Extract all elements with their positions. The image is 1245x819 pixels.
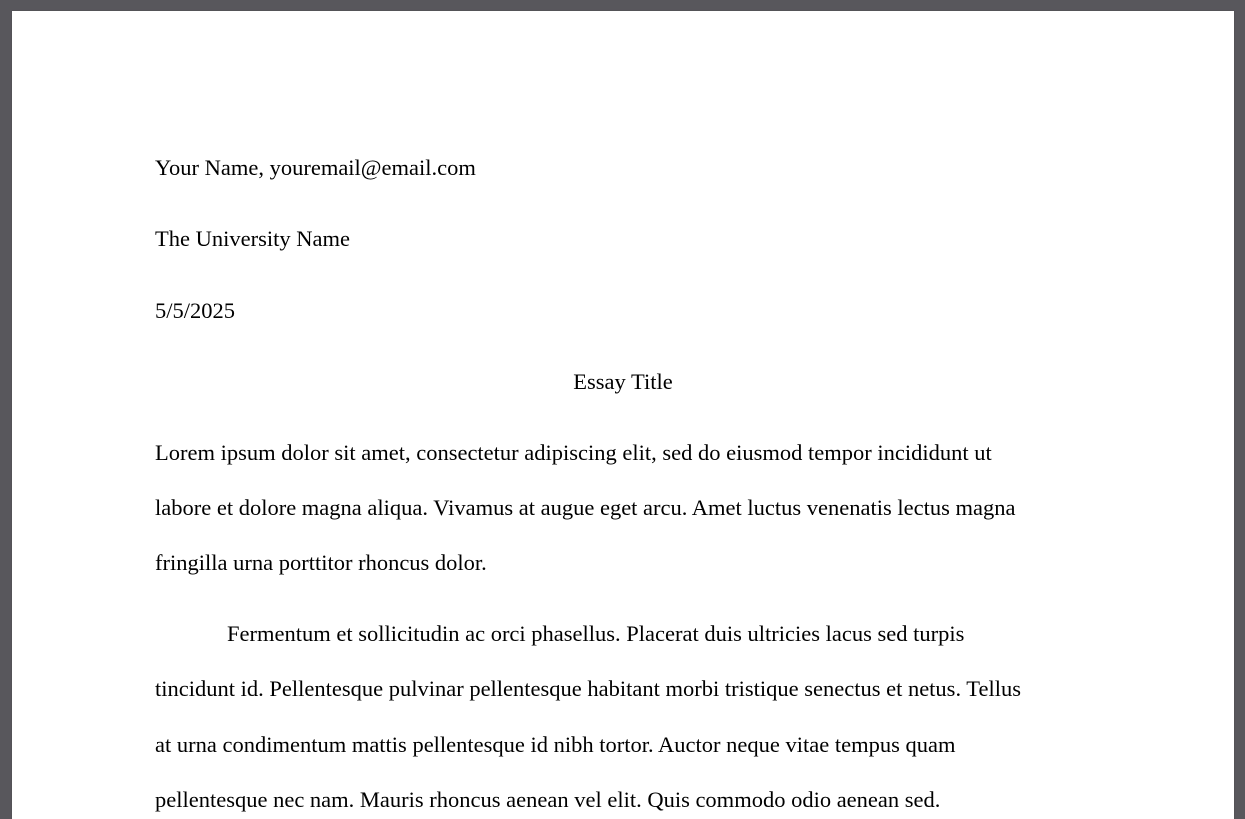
header-university: The University Name [155, 226, 350, 251]
paragraph-line: Fermentum et sollicitudin ac orci phasellus. Placerat duis ultricies lacus sed turpis [227, 621, 965, 646]
paragraph-line: pellentesque nec nam. Mauris rhoncus aenean vel elit. Quis commodo odio aenean sed. [155, 787, 941, 812]
header-name-email: Your Name, youremail@email.com [155, 155, 476, 180]
document-page[interactable] [12, 11, 1234, 819]
paragraph-line: fringilla urna porttitor rhoncus dolor. [155, 550, 487, 575]
paragraph-line: Lorem ipsum dolor sit amet, consectetur adipiscing elit, sed do eiusmod tempor incididunt ut [155, 440, 992, 465]
header-date: 5/5/2025 [155, 298, 236, 323]
essay-title: Essay Title [573, 369, 673, 394]
paragraph-line: labore et dolore magna aliqua. Vivamus at augue eget arcu. Amet luctus venenatis lectus magna [155, 495, 1016, 520]
paragraph-line: at urna condimentum mattis pellentesque id nibh tortor. Auctor neque vitae tempus quam [155, 732, 956, 757]
paragraph-line: tincidunt id. Pellentesque pulvinar pellentesque habitant morbi tristique senectus et netus. Tellus [155, 676, 1021, 701]
